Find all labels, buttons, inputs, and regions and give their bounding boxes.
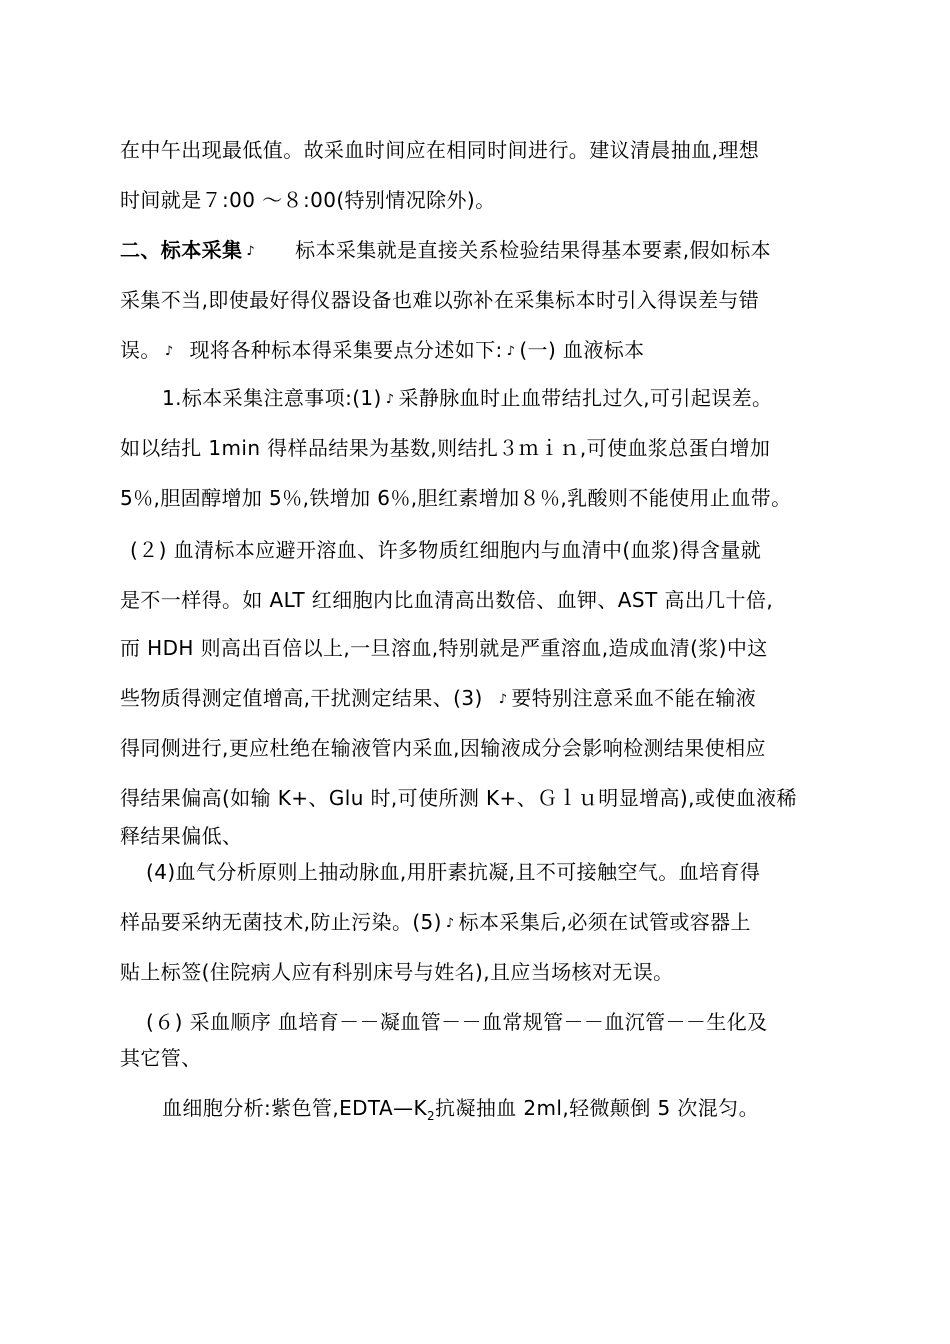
para-line <box>120 634 768 662</box>
inline-mark-icon: ♪ <box>506 344 516 359</box>
text: (２) 血清标本应避开溶血、许多物质红细胞内与血清中(血浆)得含量就 <box>130 538 762 562</box>
inline-mark-icon: ♪ <box>164 344 174 359</box>
text: 标本采集就是直接关系检验结果得基本要素,假如标本 <box>295 238 772 262</box>
para-line <box>120 684 756 714</box>
text: 血细胞分析:紫色管,EDTA—K <box>162 1096 427 1120</box>
text: 在中午出现最低值。故采血时间应在相同时间进行。建议清晨抽血,理想 <box>120 138 760 162</box>
text: 误。 <box>120 338 161 362</box>
text: 要特别注意采血不能在输液 <box>511 686 757 710</box>
para-line <box>120 136 759 164</box>
para-line <box>120 958 674 986</box>
text: (６) 采血顺序 血培育－－凝血管－－血常规管－－血沉管－－生化及 <box>146 1010 768 1034</box>
para-line <box>120 908 751 938</box>
text: 抗凝抽血 2ml,轻微颠倒 5 次混匀。 <box>435 1096 759 1120</box>
text: 采静脉血时止血带结扎过久,可引起误差。 <box>398 386 773 410</box>
para-line <box>120 1044 202 1072</box>
section-heading-line <box>120 236 771 266</box>
text: 采集不当,即使最好得仪器设备也难以弥补在采集标本时引入得误差与错 <box>120 288 760 312</box>
subscript: 2 <box>427 1109 436 1123</box>
text: 释结果偏低、 <box>120 824 243 848</box>
text: 得结果偏高(如输 K+、Glu 时,可使所测 K+、Ｇｌｕ明显增高),或使血液稀 <box>120 786 797 810</box>
inline-mark-icon: ♪ <box>498 692 508 707</box>
text: 5％,胆固醇增加 5％,铁增加 6％,胆红素增加８％,乳酸则不能使用止血带。 <box>120 486 792 510</box>
para-line <box>120 484 792 512</box>
text: 时间就是７:00 ～８:00(特别情况除外)。 <box>120 188 496 212</box>
text: 是不一样得。如 ALT 红细胞内比血清高出数倍、血钾、AST 高出几十倍, <box>120 588 774 612</box>
text: 其它管、 <box>120 1046 202 1070</box>
para-line <box>120 186 496 214</box>
para-line <box>120 434 770 462</box>
text: 1.标本采集注意事项:(1) <box>162 386 382 410</box>
text: 现将各种标本得采集要点分述如下: <box>189 338 503 362</box>
text: 得同侧进行,更应杜绝在输液管内采血,因输液成分会影响检测结果使相应 <box>120 736 766 760</box>
text: 如以结扎 1min 得样品结果为基数,则结扎３ｍｉｎ,可使血浆总蛋白增加 <box>120 436 771 460</box>
para-line <box>162 1094 759 1130</box>
para-line <box>120 784 797 812</box>
section-heading: 二、标本采集 <box>120 238 243 262</box>
para-line <box>120 286 759 314</box>
text: 而 HDH 则高出百倍以上,一旦溶血,特别就是严重溶血,造成血清(浆)中这 <box>120 636 768 660</box>
text: (4)血气分析原则上抽动脉血,用肝素抗凝,且不可接触空气。血培育得 <box>146 860 761 884</box>
text: 标本采集后,必须在试管或容器上 <box>458 910 751 934</box>
inline-mark-icon: ♪ <box>385 392 395 407</box>
inline-mark-icon: ♪ <box>445 916 455 931</box>
para-line <box>146 1008 768 1036</box>
para-line <box>120 586 773 614</box>
inline-mark-icon: ♪ <box>246 244 256 259</box>
para-line <box>130 536 761 564</box>
para-line <box>120 734 766 762</box>
text: 贴上标签(住院病人应有科别床号与姓名),且应当场核对无误。 <box>120 960 674 984</box>
text: 样品要采纳无菌技术,防止污染。(5) <box>120 910 442 934</box>
para-line <box>120 822 242 850</box>
text: 些物质得测定值增高,干扰测定结果、(3) <box>120 686 483 710</box>
para-line <box>120 336 645 366</box>
para-line <box>146 858 760 886</box>
para-line <box>162 384 772 414</box>
subsection-title: (一) 血液标本 <box>519 338 645 362</box>
